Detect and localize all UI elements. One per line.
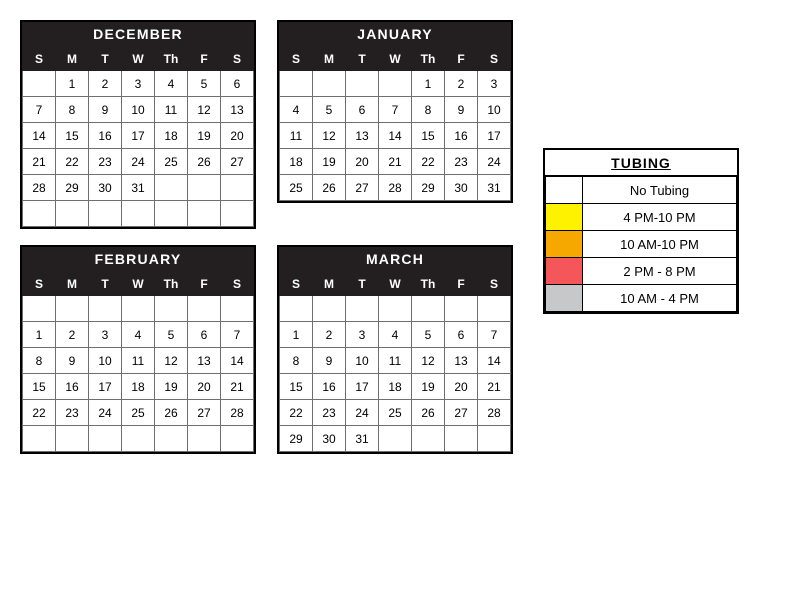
calendar-day-cell[interactable]: 23 <box>89 149 122 175</box>
calendar-day-cell[interactable]: 5 <box>188 71 221 97</box>
calendar-day-cell[interactable]: 13 <box>445 348 478 374</box>
calendar-day-cell[interactable]: 3 <box>478 71 511 97</box>
calendar-empty-cell <box>379 426 412 452</box>
calendar-day-cell[interactable]: 3 <box>122 71 155 97</box>
calendar-empty-cell <box>155 296 188 322</box>
calendar-day-cell[interactable]: 1 <box>23 322 56 348</box>
calendar-day-cell[interactable]: 16 <box>56 374 89 400</box>
calendar-day-cell[interactable]: 6 <box>346 97 379 123</box>
calendar-day-cell[interactable]: 7 <box>23 97 56 123</box>
calendar-day-cell[interactable]: 24 <box>346 400 379 426</box>
legend-label: 4 PM-10 PM <box>583 204 737 231</box>
calendar-day-cell[interactable]: 25 <box>122 400 155 426</box>
calendar-empty-cell <box>89 201 122 227</box>
calendar-day-cell[interactable]: 4 <box>122 322 155 348</box>
calendar-day-cell[interactable]: 21 <box>221 374 254 400</box>
calendar-empty-cell <box>155 175 188 201</box>
calendar-day-cell[interactable]: 16 <box>313 374 346 400</box>
calendar-february <box>20 245 256 454</box>
calendar-day-cell[interactable]: 14 <box>23 123 56 149</box>
weekday-header: Th <box>155 48 188 71</box>
weekday-header: M <box>313 48 346 71</box>
calendar-day-cell[interactable]: 13 <box>188 348 221 374</box>
calendar-day-cell[interactable]: 24 <box>122 149 155 175</box>
calendar-day-cell[interactable]: 30 <box>313 426 346 452</box>
weekday-header: W <box>122 48 155 71</box>
calendar-day-cell[interactable]: 23 <box>445 149 478 175</box>
calendar-day-cell[interactable]: 26 <box>188 149 221 175</box>
calendar-empty-cell <box>56 296 89 322</box>
calendar-day-cell[interactable]: 26 <box>155 400 188 426</box>
calendar-day-cell[interactable]: 13 <box>221 97 254 123</box>
calendar-day-cell[interactable]: 2 <box>89 71 122 97</box>
weekday-header-row <box>23 273 254 296</box>
calendar-day-cell[interactable]: 5 <box>313 97 346 123</box>
calendar-week-row <box>23 322 254 348</box>
calendar-empty-cell <box>221 426 254 452</box>
calendar-day-cell[interactable]: 28 <box>23 175 56 201</box>
calendar-march <box>277 245 513 454</box>
calendar-day-cell[interactable]: 4 <box>280 97 313 123</box>
calendar-day-cell[interactable]: 29 <box>56 175 89 201</box>
legend-swatch <box>546 258 583 285</box>
calendar-day-cell[interactable]: 14 <box>478 348 511 374</box>
calendar-day-cell[interactable]: 18 <box>280 149 313 175</box>
calendar-day-cell[interactable]: 12 <box>188 97 221 123</box>
calendar-week-row <box>280 322 511 348</box>
calendar-empty-cell <box>412 296 445 322</box>
weekday-header: S <box>478 48 511 71</box>
calendar-week-row <box>280 426 511 452</box>
calendar-title: MARCH <box>279 247 511 272</box>
weekday-header: F <box>445 48 478 71</box>
calendar-empty-cell <box>23 201 56 227</box>
legend-title: TUBING <box>545 150 737 176</box>
calendar-week-row <box>23 426 254 452</box>
calendar-day-cell[interactable]: 9 <box>89 97 122 123</box>
weekday-header: S <box>280 273 313 296</box>
calendar-empty-cell <box>445 426 478 452</box>
weekday-header: Th <box>155 273 188 296</box>
calendar-day-cell[interactable]: 8 <box>412 97 445 123</box>
calendar-empty-cell <box>188 201 221 227</box>
calendar-week-row <box>280 149 511 175</box>
calendar-empty-cell <box>122 426 155 452</box>
calendar-day-cell[interactable]: 26 <box>313 175 346 201</box>
calendar-empty-cell <box>188 426 221 452</box>
weekday-header-row <box>23 48 254 71</box>
calendar-empty-cell <box>412 426 445 452</box>
calendar-day-cell[interactable]: 7 <box>379 97 412 123</box>
calendar-day-cell[interactable]: 27 <box>188 400 221 426</box>
calendar-day-cell[interactable]: 27 <box>221 149 254 175</box>
calendar-day-cell[interactable]: 8 <box>280 348 313 374</box>
calendar-day-cell[interactable]: 25 <box>280 175 313 201</box>
calendar-day-cell[interactable]: 15 <box>280 374 313 400</box>
calendar-grid <box>22 47 254 227</box>
calendar-empty-cell <box>23 71 56 97</box>
calendar-empty-cell <box>89 426 122 452</box>
weekday-header: F <box>188 48 221 71</box>
calendar-empty-cell <box>122 296 155 322</box>
weekday-header: S <box>478 273 511 296</box>
calendar-grid <box>22 272 254 452</box>
calendar-day-cell[interactable]: 29 <box>280 426 313 452</box>
weekday-header: W <box>379 48 412 71</box>
calendar-empty-cell <box>379 71 412 97</box>
calendar-day-cell[interactable]: 28 <box>221 400 254 426</box>
weekday-header-row <box>280 48 511 71</box>
calendar-grid <box>279 47 511 201</box>
calendar-empty-cell <box>155 201 188 227</box>
calendar-week-row <box>23 149 254 175</box>
calendar-title: FEBRUARY <box>22 247 254 272</box>
calendar-week-row <box>23 71 254 97</box>
calendar-day-cell[interactable]: 21 <box>478 374 511 400</box>
calendar-week-row <box>280 296 511 322</box>
calendar-day-cell[interactable]: 10 <box>346 348 379 374</box>
weekday-header: T <box>346 48 379 71</box>
weekday-header: F <box>445 273 478 296</box>
calendar-day-cell[interactable]: 9 <box>313 348 346 374</box>
calendar-title: JANUARY <box>279 22 511 47</box>
legend-label: 10 AM-10 PM <box>583 231 737 258</box>
calendar-empty-cell <box>56 426 89 452</box>
calendar-week-row <box>23 348 254 374</box>
calendar-empty-cell <box>478 426 511 452</box>
calendar-empty-cell <box>221 175 254 201</box>
legend-swatch <box>546 204 583 231</box>
calendar-week-row <box>23 374 254 400</box>
calendar-day-cell[interactable]: 19 <box>155 374 188 400</box>
weekday-header: M <box>56 48 89 71</box>
calendar-day-cell[interactable]: 3 <box>346 322 379 348</box>
calendar-day-cell[interactable]: 9 <box>445 97 478 123</box>
calendar-day-cell[interactable]: 28 <box>379 175 412 201</box>
calendar-day-cell[interactable]: 12 <box>155 348 188 374</box>
calendar-day-cell[interactable]: 17 <box>478 123 511 149</box>
legend-label: 10 AM - 4 PM <box>583 285 737 312</box>
calendar-empty-cell <box>188 175 221 201</box>
calendar-day-cell[interactable]: 10 <box>122 97 155 123</box>
calendar-empty-cell <box>221 201 254 227</box>
calendar-day-cell[interactable]: 14 <box>221 348 254 374</box>
calendar-day-cell[interactable]: 11 <box>379 348 412 374</box>
legend-row <box>546 177 737 204</box>
legend-label: No Tubing <box>583 177 737 204</box>
calendar-day-cell[interactable]: 21 <box>23 149 56 175</box>
calendar-empty-cell <box>56 201 89 227</box>
calendar-day-cell[interactable]: 17 <box>346 374 379 400</box>
calendar-day-cell[interactable]: 6 <box>445 322 478 348</box>
calendar-day-cell[interactable]: 28 <box>478 400 511 426</box>
calendar-grid <box>279 272 511 452</box>
calendar-day-cell[interactable]: 16 <box>445 123 478 149</box>
calendar-week-row <box>280 374 511 400</box>
calendar-empty-cell <box>346 71 379 97</box>
calendar-day-cell[interactable]: 22 <box>280 400 313 426</box>
calendar-day-cell[interactable]: 20 <box>221 123 254 149</box>
calendar-day-cell[interactable]: 2 <box>56 322 89 348</box>
weekday-header-row <box>280 273 511 296</box>
calendar-day-cell[interactable]: 6 <box>221 71 254 97</box>
legend-swatch <box>546 231 583 258</box>
calendar-empty-cell <box>313 71 346 97</box>
weekday-header: S <box>23 48 56 71</box>
calendar-day-cell[interactable]: 25 <box>379 400 412 426</box>
weekday-header: S <box>280 48 313 71</box>
calendar-day-cell[interactable]: 20 <box>188 374 221 400</box>
calendar-empty-cell <box>89 296 122 322</box>
calendar-empty-cell <box>346 296 379 322</box>
calendar-day-cell[interactable]: 22 <box>412 149 445 175</box>
calendar-empty-cell <box>23 426 56 452</box>
calendar-day-cell[interactable]: 20 <box>346 149 379 175</box>
calendar-week-row <box>280 97 511 123</box>
calendar-day-cell[interactable]: 13 <box>346 123 379 149</box>
calendar-day-cell[interactable]: 7 <box>478 322 511 348</box>
calendar-day-cell[interactable]: 25 <box>155 149 188 175</box>
calendar-day-cell[interactable]: 27 <box>346 175 379 201</box>
legend <box>543 148 739 314</box>
calendar-day-cell[interactable]: 6 <box>188 322 221 348</box>
calendar-week-row <box>23 400 254 426</box>
calendar-day-cell[interactable]: 30 <box>89 175 122 201</box>
calendar-day-cell[interactable]: 31 <box>122 175 155 201</box>
calendar-day-cell[interactable]: 1 <box>412 71 445 97</box>
weekday-header: Th <box>412 273 445 296</box>
calendar-week-row <box>23 201 254 227</box>
calendar-empty-cell <box>445 296 478 322</box>
calendar-day-cell[interactable]: 24 <box>478 149 511 175</box>
calendar-empty-cell <box>155 426 188 452</box>
weekday-header: W <box>379 273 412 296</box>
calendar-week-row <box>280 400 511 426</box>
calendar-empty-cell <box>188 296 221 322</box>
calendar-day-cell[interactable]: 1 <box>280 322 313 348</box>
legend-row <box>546 258 737 285</box>
calendar-empty-cell <box>122 201 155 227</box>
calendar-day-cell[interactable]: 31 <box>346 426 379 452</box>
calendar-day-cell[interactable]: 1 <box>56 71 89 97</box>
calendar-day-cell[interactable]: 4 <box>155 71 188 97</box>
calendar-day-cell[interactable]: 30 <box>445 175 478 201</box>
calendar-week-row <box>23 175 254 201</box>
calendar-day-cell[interactable]: 18 <box>379 374 412 400</box>
calendar-day-cell[interactable]: 19 <box>188 123 221 149</box>
calendar-empty-cell <box>379 296 412 322</box>
calendar-day-cell[interactable]: 21 <box>379 149 412 175</box>
calendar-day-cell[interactable]: 16 <box>89 123 122 149</box>
calendar-empty-cell <box>313 296 346 322</box>
calendar-empty-cell <box>280 296 313 322</box>
calendar-day-cell[interactable]: 8 <box>23 348 56 374</box>
calendar-day-cell[interactable]: 26 <box>412 400 445 426</box>
calendar-day-cell[interactable]: 9 <box>56 348 89 374</box>
calendar-day-cell[interactable]: 22 <box>23 400 56 426</box>
calendar-december <box>20 20 256 229</box>
calendar-day-cell[interactable]: 3 <box>89 322 122 348</box>
calendar-day-cell[interactable]: 5 <box>412 322 445 348</box>
legend-row <box>546 204 737 231</box>
weekday-header: T <box>346 273 379 296</box>
legend-swatch <box>546 285 583 312</box>
calendar-day-cell[interactable]: 17 <box>89 374 122 400</box>
calendar-day-cell[interactable]: 2 <box>445 71 478 97</box>
weekday-header: F <box>188 273 221 296</box>
legend-grid <box>545 176 737 312</box>
weekday-header: T <box>89 48 122 71</box>
calendar-empty-cell <box>280 71 313 97</box>
calendar-day-cell[interactable]: 8 <box>56 97 89 123</box>
calendar-day-cell[interactable]: 19 <box>313 149 346 175</box>
calendar-day-cell[interactable]: 18 <box>122 374 155 400</box>
weekday-header: M <box>56 273 89 296</box>
calendar-day-cell[interactable]: 12 <box>313 123 346 149</box>
calendar-day-cell[interactable]: 10 <box>89 348 122 374</box>
calendar-day-cell[interactable]: 2 <box>313 322 346 348</box>
calendar-day-cell[interactable]: 12 <box>412 348 445 374</box>
calendar-week-row <box>23 296 254 322</box>
calendar-day-cell[interactable]: 19 <box>412 374 445 400</box>
calendar-week-row <box>23 123 254 149</box>
calendar-week-row <box>280 71 511 97</box>
calendar-day-cell[interactable]: 31 <box>478 175 511 201</box>
calendar-day-cell[interactable]: 20 <box>445 374 478 400</box>
calendar-day-cell[interactable]: 22 <box>56 149 89 175</box>
calendar-week-row <box>23 97 254 123</box>
legend-row <box>546 231 737 258</box>
legend-row <box>546 285 737 312</box>
calendar-week-row <box>280 175 511 201</box>
legend-swatch <box>546 177 583 204</box>
calendar-empty-cell <box>478 296 511 322</box>
calendar-week-row <box>280 348 511 374</box>
calendar-day-cell[interactable]: 27 <box>445 400 478 426</box>
calendar-day-cell[interactable]: 17 <box>122 123 155 149</box>
legend-label: 2 PM - 8 PM <box>583 258 737 285</box>
calendar-day-cell[interactable]: 18 <box>155 123 188 149</box>
calendar-day-cell[interactable]: 4 <box>379 322 412 348</box>
weekday-header: Th <box>412 48 445 71</box>
calendar-day-cell[interactable]: 10 <box>478 97 511 123</box>
calendar-day-cell[interactable]: 29 <box>412 175 445 201</box>
calendar-day-cell[interactable]: 11 <box>280 123 313 149</box>
calendar-day-cell[interactable]: 24 <box>89 400 122 426</box>
calendar-day-cell[interactable]: 15 <box>56 123 89 149</box>
calendar-day-cell[interactable]: 11 <box>122 348 155 374</box>
calendar-week-row <box>280 123 511 149</box>
weekday-header: S <box>23 273 56 296</box>
calendar-january <box>277 20 513 203</box>
calendar-title: DECEMBER <box>22 22 254 47</box>
weekday-header: S <box>221 48 254 71</box>
calendar-day-cell[interactable]: 14 <box>379 123 412 149</box>
calendar-empty-cell <box>23 296 56 322</box>
calendar-day-cell[interactable]: 7 <box>221 322 254 348</box>
weekday-header: W <box>122 273 155 296</box>
calendar-day-cell[interactable]: 15 <box>412 123 445 149</box>
weekday-header: T <box>89 273 122 296</box>
calendar-empty-cell <box>221 296 254 322</box>
calendar-day-cell[interactable]: 11 <box>155 97 188 123</box>
calendar-day-cell[interactable]: 5 <box>155 322 188 348</box>
calendar-day-cell[interactable]: 23 <box>313 400 346 426</box>
calendar-day-cell[interactable]: 15 <box>23 374 56 400</box>
weekday-header: S <box>221 273 254 296</box>
calendar-day-cell[interactable]: 23 <box>56 400 89 426</box>
weekday-header: M <box>313 273 346 296</box>
